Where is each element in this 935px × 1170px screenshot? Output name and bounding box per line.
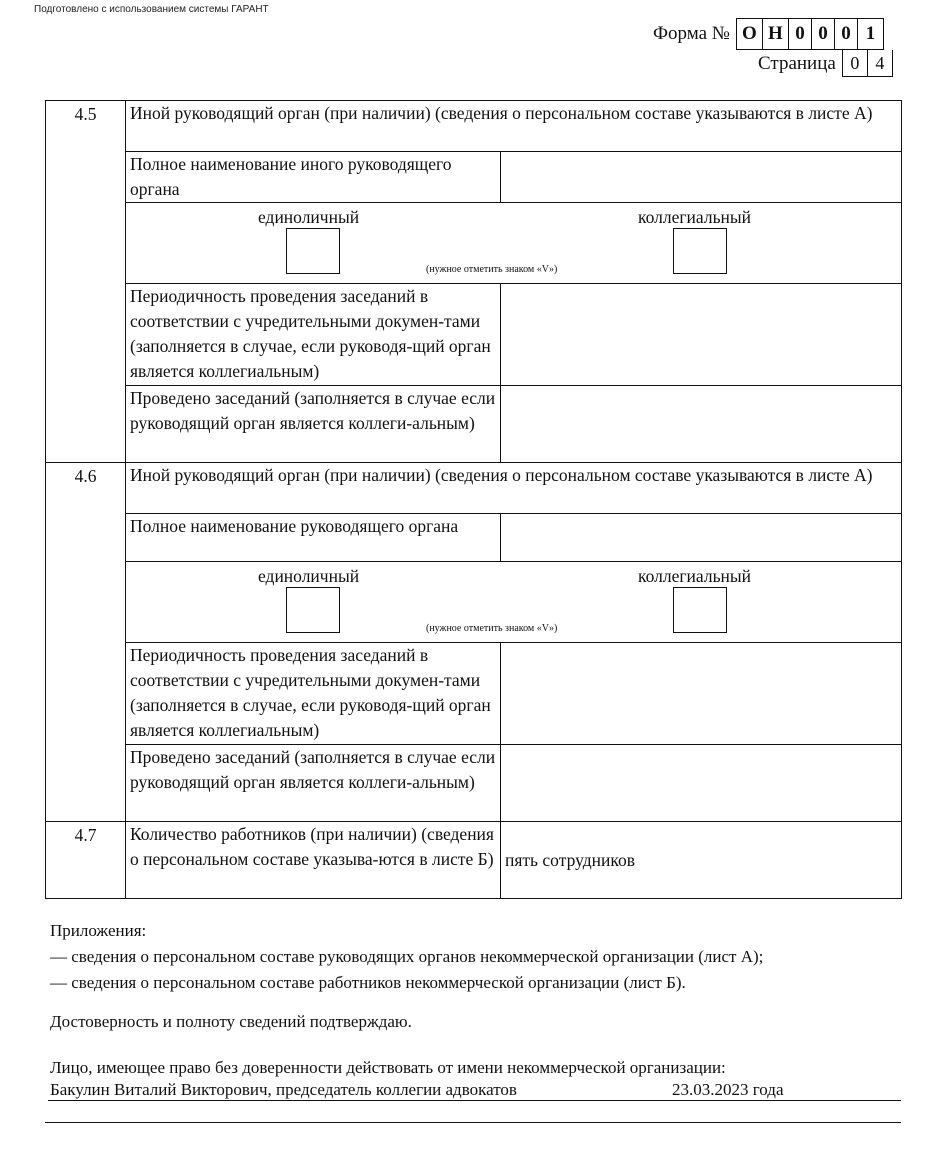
periodicity-label: Периодичность проведения заседаний в соответствии с учредительными докумен-тами (заполняется в случае, если руководя-щий орган является коллегиальным)	[126, 284, 501, 386]
employees-field[interactable]: пять сотрудников	[501, 822, 902, 899]
page-digit: 0	[850, 52, 860, 73]
section-number: 4.6	[46, 463, 126, 822]
option-collegial-label: коллегиальный	[638, 207, 752, 227]
body-name-label: Полное наименование руководящего органа	[126, 514, 501, 562]
attachments	[50, 918, 763, 996]
page-digit: 4	[867, 50, 892, 76]
attachments-title: Приложения:	[50, 921, 147, 940]
section-number: 4.5	[46, 101, 126, 463]
meetings-label: Проведено заседаний (заполняется в случае если руководящий орган является коллеги-альным)	[126, 745, 501, 822]
form-code-char: 0	[834, 19, 857, 49]
option-sole-checkbox[interactable]	[286, 228, 340, 274]
attachment-item: — сведения о персональном составе руководящих органов некоммерческой организации (лист А);	[50, 947, 764, 966]
page-number	[758, 50, 893, 77]
periodicity-field[interactable]	[501, 643, 902, 745]
body-type-choice	[126, 562, 902, 643]
page-number-label: Страница	[758, 52, 836, 74]
form-code-char: О	[742, 23, 757, 44]
option-collegial-label: коллегиальный	[638, 566, 752, 586]
form-code-boxes	[736, 18, 884, 50]
attachment-item: — сведения о персональном составе работников некоммерческой организации (лист Б).	[50, 973, 686, 992]
form-code-char: 0	[811, 19, 834, 49]
option-sole-label: единоличный	[258, 207, 360, 227]
form-code-char: 1	[857, 19, 883, 49]
periodicity-label: Периодичность проведения заседаний в соответствии с учредительными докумен-тами (заполняется в случае, если руководя-щий орган является коллегиальным)	[126, 643, 501, 745]
option-collegial-checkbox[interactable]	[673, 587, 727, 633]
signatory-intro: Лицо, имеющее право без доверенности действовать от имени некоммерческой организации:	[50, 1058, 726, 1077]
mark-hint: (нужное отметить знаком «V»)	[426, 264, 558, 275]
form-code-char: Н	[762, 19, 788, 49]
meetings-field[interactable]	[501, 745, 902, 822]
meetings-field[interactable]	[501, 386, 902, 463]
signature-date: 23.03.2023 года	[672, 1080, 784, 1099]
periodicity-field[interactable]	[501, 284, 902, 386]
form-code-char: 0	[788, 19, 811, 49]
body-name-field[interactable]	[501, 514, 902, 562]
section-title: Иной руководящий орган (при наличии) (сведения о персональном составе указываются в листе А)	[126, 463, 902, 514]
signatory-line	[48, 1080, 901, 1101]
body-name-field[interactable]	[501, 152, 902, 203]
mark-hint: (нужное отметить знаком «V»)	[426, 623, 558, 634]
form-number-label: Форма №	[653, 23, 730, 44]
prepared-note: Подготовлено с использованием системы ГАРАНТ	[34, 4, 269, 15]
page-number-boxes	[842, 50, 893, 77]
signatory-name: Бакулин Виталий Викторович, председатель коллегии адвокатов	[50, 1080, 517, 1099]
body-type-choice	[126, 203, 902, 284]
section-title: Иной руководящий орган (при наличии) (сведения о персональном составе указываются в листе А)	[126, 101, 902, 152]
option-collegial-checkbox[interactable]	[673, 228, 727, 274]
bottom-rule	[45, 1122, 901, 1123]
governing-bodies-table	[45, 100, 902, 899]
employees-label: Количество работников (при наличии) (сведения о персональном составе указыва-ются в листе Б)	[126, 822, 501, 899]
confirmation-text: Достоверность и полноту сведений подтверждаю.	[50, 1012, 412, 1031]
form-number	[653, 18, 884, 50]
section-number: 4.7	[46, 822, 126, 899]
option-sole-label: единоличный	[258, 566, 360, 586]
body-name-label: Полное наименование иного руководящего органа	[126, 152, 501, 203]
meetings-label: Проведено заседаний (заполняется в случае если руководящий орган является коллеги-альным)	[126, 386, 501, 463]
option-sole-checkbox[interactable]	[286, 587, 340, 633]
